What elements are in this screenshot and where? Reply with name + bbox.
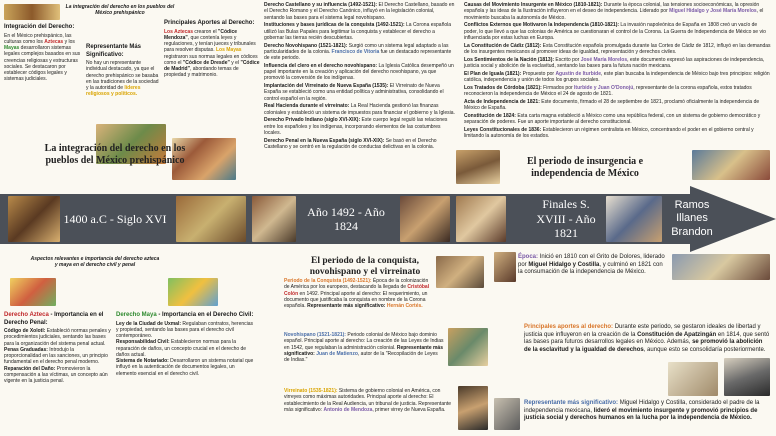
representante-label: Representante más significativo: [524, 400, 619, 406]
apatzingan-highlight: Constitución de Apatzingán [637, 331, 717, 338]
ins-note-2: Conflictos Externos que Motivaron la Independencia (1810-1821): La invasión napoleónica de España en 1808 creó un vacío de poder, lo que llevó a que las colonias de América se cuestionaran el control de la Corona. La Guerra de Independencia de México se vio influenciada por estas luchas en Europa. [464, 22, 766, 41]
epoca-text-1: Inició en 1810 con el Grito de Dolores, liderado por [518, 254, 665, 268]
integration-text-3: desarrollaron sistemas legales complejos basados en sus creencias religiosas y estructuras sociales. Se destacaron por establecer códigos legales y sistemas judiciales. [4, 45, 81, 83]
author-name: Ramos Illanes Brandon [671, 199, 713, 238]
virreinato-text-1: Sistema de gobierno colonial en América, con virreyes como máximas autoridades. Principal aporte al derecho: El establecimiento de la Real Audiencia, un tribunal de justicia. Representante más significativo: [284, 388, 452, 413]
integration-text-2: y los [63, 38, 75, 45]
viceroyalty-banner-image [400, 196, 450, 242]
virreinato-text-2: , primer virrey de Nueva España. [372, 406, 446, 413]
novohispano-block [284, 332, 444, 363]
principal-aztecas: Los Aztecas [164, 28, 193, 35]
aztecas-highlight: Aztecas [44, 38, 64, 45]
hidalgo-small-image [494, 398, 520, 430]
timeline-segment-2: Año 1492 - Año 1824 [307, 204, 385, 233]
epoca-block [518, 254, 668, 277]
novohispano-text-1: Periodo colonial de México bajo dominio español. Principal aporte al derecho: La creación de las Leyes de Indias en 1542, que regulaban la administración colonial. [284, 332, 444, 351]
principal-text-4: y el [229, 59, 241, 66]
maya-cartoon-image [168, 278, 218, 306]
codice-mendoza: "Códice Mendoza" [164, 28, 238, 41]
aztec-codex-image [4, 4, 60, 20]
azteca-block [4, 312, 112, 384]
azteca-item-3: Reparación del Daño: Promovieron la compensación a las víctimas, un concepto aún vigente en la justicia penal. [4, 365, 108, 384]
ins-note-6: Los Tratados de Córdoba (1821): Firmados por Iturbide y Juan O'Donojú, representante de la corona española, estos tratados reconocieron la independencia de México el 24 de agosto de 1821. [464, 84, 752, 97]
constitution-image [668, 362, 718, 396]
conquista-rep-label: Representante más significativo: [307, 303, 386, 309]
abolicion-highlight: se promovió la abolición de la esclavitud y la igualdad de derechos [524, 339, 763, 353]
note-2: Instituciones y bases jurídicas de la conquista (1492-1521): La Corona española utilizó las Bulas Papales para legitimar la conquista y establecer el derecho a gobernar las tierras recién descubiertas. [264, 22, 452, 41]
note-8: Derecho Penal en la Nueva España (siglo XVI-XIX): Se basó en el Derecho Castellano y se centró en la regulación de conductas delictivas en la colonia. [264, 137, 437, 150]
azteca-item-2: Penas Graduadas: Introdujo la proporcionalidad en las sanciones, un principio fundamental en el derecho penal moderno. [4, 346, 108, 366]
timeline-segment-3: Finales S. XVIII - Año 1821 [536, 197, 596, 241]
principal-block [164, 20, 260, 79]
maya-item-2: Responsabilidad Civil: Establecieron normas para la reparación de daños, un concepto crucial en el derecho de daños actual. [116, 339, 247, 358]
azteca-title: Derecho Azteca - Importancia en el Derecho Penal: [4, 312, 104, 326]
note-6: Real Hacienda durante el virreinato: La Real Hacienda gestionó las finanzas coloniales y estableció un sistema de impuestos para financiar el gobierno y la Iglesia. [264, 103, 455, 116]
mendoza-highlight: Antonio de Mendoza [323, 406, 373, 413]
aportes-block [524, 324, 770, 354]
novohispano-image [448, 328, 488, 366]
ins-note-5: El Plan de Iguala (1821): Propuesto por Agustín de Iturbide, este plan buscaba la independencia de México bajo tres principios: religión católica, independencia y unión de todos los grupos sociales. [464, 70, 770, 83]
azteca-item-1: Código de Xolotl: Estableció normas penales y procedimientos judiciales, sentando las bases para la organización del sistema penal actual. [4, 328, 111, 347]
aportes-text-3: , aunque esto se consolidaría posteriormente. [643, 346, 766, 353]
representative-block [86, 44, 162, 98]
integration-block [4, 24, 84, 83]
principal-text-5: , abordando temas de propiedad y matrimonio. [164, 66, 239, 79]
insurgency-heading: El periodo de insurgencia e independencia de México [526, 156, 644, 179]
note-4: Influencia del clero en el derecho novohispano: La Iglesia Católica desempeñó un papel importante en la creación y aplicación del derecho novohispano, ya que promovió la conversión de los indígenas. [264, 62, 454, 82]
novohispano-text-2: , autor de la "Recopilación de Leyes de Indias." [284, 350, 438, 363]
maya-block [116, 312, 256, 377]
representante-text-2: lideró el movimiento insurgente y promovió principios de justicia social y derechos humanos en la lucha por la independencia de México. [524, 407, 758, 421]
principal-text-2: , que contenía leyes y regulaciones, y tenían jueces y tribunales para resolver disputas. [164, 34, 256, 54]
top-left-caption: La integración del derecho en los pueblos del México prehispánico [65, 4, 175, 17]
aportes-text-2: en 1814, que sentó las bases para futuros desarrollos legales en México. Además, [524, 331, 770, 345]
virreinato-image [458, 386, 488, 430]
aportes-label: Principales aportes al derecho: [524, 324, 614, 330]
note-3: Derecho Novohispano (1521-1821): Surgió como un sistema legal adaptado a las particularidades de la colonia. Francisco de Vitoria fue un destacado representante de este periodo. [264, 42, 452, 61]
codice-madrid: "Códice de Madrid" [164, 59, 260, 72]
colonial-building-image [456, 150, 500, 184]
integration-text-1: En el México prehispánico, las culturas como los [4, 32, 72, 45]
conquest-notes [264, 2, 456, 152]
conquest-image [436, 256, 484, 288]
virreinato-label: Virreinato (1535-1821): [284, 388, 338, 394]
ins-note-4: Los Sentimientos de la Nación (1813): Escrito por José María Morelos, este documento expresó las aspiraciones de independencia, justicia social y abolición de la esclavitud, sentando las bases para la futura nación mexicana. [464, 56, 765, 69]
ins-note-8: Constitución de 1824: Esta carta magna estableció a México como una república federal, con un sistema de gobierno democrático y separación de poderes. Fue un aporte importante al derecho constitucional. [464, 112, 761, 125]
principal-title: Principales Aportes al Derecho: [164, 20, 255, 26]
epoca-text-2: , y culminó en 1821 con la consumación de la independencia de México. [518, 261, 663, 275]
codice-dresde: "Códice de Dresde" [182, 59, 230, 66]
hidalgo-portrait-image [724, 358, 770, 396]
mayas-highlight: Mayas [4, 45, 20, 51]
epoca-label: Época: [518, 254, 539, 260]
conquista-block [284, 278, 434, 309]
colon-highlight: Cristóbal Colón [284, 284, 430, 297]
principal-text-1: crearon el [193, 28, 219, 35]
virreinato-block [284, 388, 454, 413]
ins-note-3: La Constitución de Cádiz (1812): Esta Constitución española promulgada durante las Cortes de Cádiz de 1812, influyó en las demandas de los insurgentes mexicanos al promover ideas de igualdad, representación y derechos civiles. [464, 42, 771, 55]
principal-mayas: Los Mayas [215, 47, 242, 54]
ins-note-1: Causas del Movimiento Insurgente en México (1810-1821): Durante la época colonial, las tensiones socioeconómicas, la opresión española y las ideas de la Ilustración influyeron en el deseo de independencia. Liderado por Miguel Hidalgo y José María Morelos, el movimiento buscaba la autonomía de México. [464, 2, 764, 21]
leaders-highlight: líderes religiosos y políticos. [86, 85, 141, 98]
note-7: Derecho Privado Indiano (siglo XVI-XIX): Este cuerpo legal reguló las relaciones entre los españoles y los indígenas, incorporando elementos de las costumbres locales. [264, 117, 448, 136]
representante-text-1: Miguel Hidalgo y Costilla, considerado el padre de la independencia mexicana, [524, 400, 760, 414]
prehispanic-banner-image [8, 196, 60, 242]
colonial-banner-image [456, 196, 506, 242]
aztec-temple-banner-image [176, 196, 246, 242]
hidalgo-highlight: Miguel Hidalgo y Costilla [528, 261, 600, 268]
matienzo-highlight: Juan de Matienzo [314, 350, 358, 357]
novohispano-label: Novohispano (1521-1821): [284, 332, 346, 338]
conquest-heading: El periodo de la conquista, novohispano y el virreinato [309, 256, 421, 278]
aportes-text-1: Durante este periodo, se gestaron ideales de libertad y justicia que influyeron en la creación de la [524, 324, 761, 338]
aztec-cartoon-image [10, 278, 56, 306]
maya-item-1: Ley de la Ciudad de Uxmal: Regulaban contratos, herencias y propiedad, sentando las bases para el derecho civil contemporáneo. [116, 320, 254, 339]
cortes-highlight: Hernán Cortés. [385, 303, 423, 309]
conquista-text-1: Época de la colonización de América por los europeos, destacando la llegada de [284, 278, 429, 291]
hidalgo-banner-image [606, 196, 662, 242]
ins-note-9: Leyes Constitucionales de 1836: Establecieron un régimen centralista en México, concentrando el poder en el gobierno central y limitando la autonomía de los estados. [464, 126, 754, 139]
conquest-banner-image [252, 196, 296, 242]
timeline-segment-1: 1400 a.C - Siglo XVI [63, 211, 167, 226]
note-1: Derecho Castellano y su influencia (1492-1521): El Derecho Castellano, basado en el Derecho Romano y el Derecho Canónico, influyó en la legislación colonial, sentando las bases para el sistema legal novohispano. [264, 2, 455, 21]
ins-note-7: Acta de Independencia de 1821: Este documento, firmado el 28 de septiembre de 1821, proclamó oficialmente la independencia de México de España. [464, 98, 760, 111]
independence-painting-image [692, 150, 770, 180]
insurgency-notes [464, 2, 772, 141]
conquista-label: Periodo de la Conquista (1492-1521): [284, 278, 372, 284]
maya-item-3: Sistema de Notariado: Desarrollaron un sistema notarial que influyó en la autenticación de documentos legales, un elemento esencial en el derecho civil. [116, 358, 254, 377]
principal-text-3: registraron sus normas legales en códices como el [164, 53, 258, 66]
prehispanic-heading: La integración del derecho en los pueblos del México prehispánico [44, 143, 186, 166]
novohispano-rep-label: Representante más significativo: [284, 344, 443, 357]
representante-block [524, 400, 770, 423]
maya-title: Derecho Maya - Importancia en el Derecho Civil: [116, 312, 254, 318]
integration-title: Integración del Derecho: [4, 24, 75, 30]
representative-title: Representante Más Significativo: [86, 44, 142, 58]
conquista-text-2: en 1492. Principal aporte al derecho: El requerimiento, un documento que justificaba la conquista en nombre de la Corona española. [284, 290, 428, 309]
bottom-left-caption: Aspectos relevantes e importancia del derecho azteca y maya en el derecho civil y penal [30, 256, 160, 269]
epoca-image [672, 254, 770, 280]
representative-text: No hay un representante individual destacado, ya que el derecho prehispánico se basaba en las tradiciones de la sociedad y la autoridad de [86, 60, 159, 91]
note-5: Implantación del Virreinato de Nueva España (1535): El Virreinato de Nueva España se estableció como una entidad política y administrativa, consolidando el control español en la región. [264, 83, 444, 102]
grito-image [494, 252, 516, 282]
